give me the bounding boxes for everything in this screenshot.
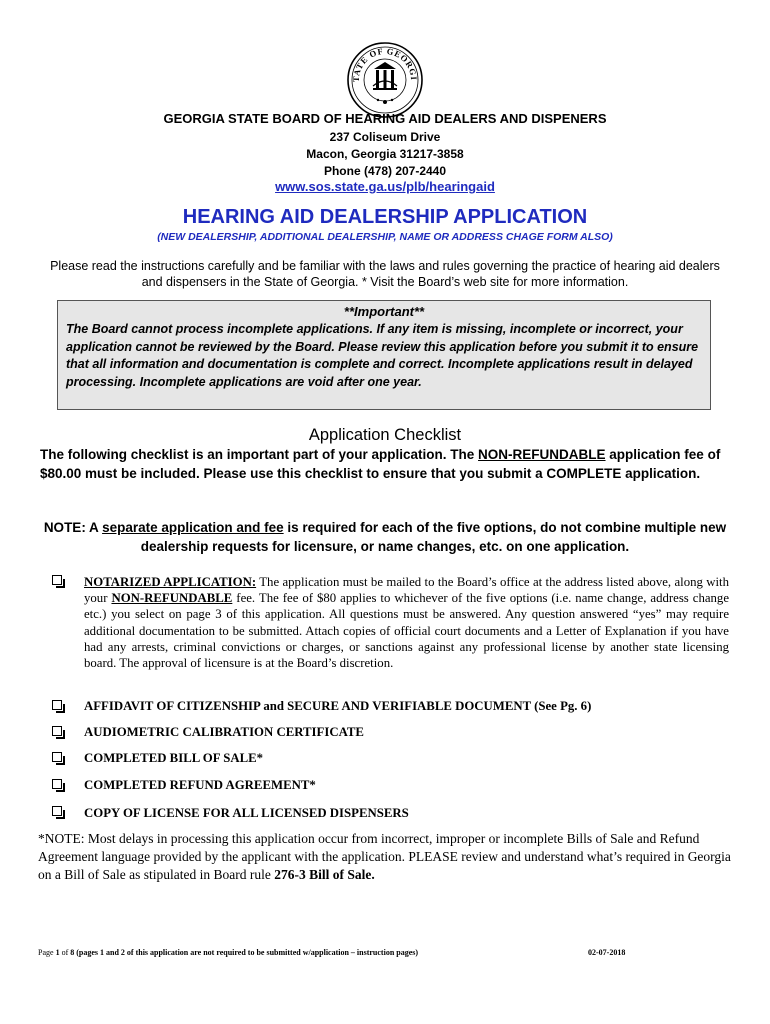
note-end: is required for each of the five options, do not combine multiple new dealership requests for licensure, or name changes, etc. on one application.	[140, 520, 727, 554]
checklist-item-notarized-application	[84, 574, 729, 671]
checkbox-calibration-certificate[interactable]	[52, 726, 62, 736]
board-name: GEORGIA STATE BOARD OF HEARING AID DEALERS AND DISPENERS	[163, 111, 607, 126]
address-line-2: Macon, Georgia 31217-3858	[306, 147, 464, 161]
website-link-row	[0, 179, 770, 194]
footer-page-number: 1	[55, 948, 60, 957]
footnote-text: *NOTE: Most delays in processing this application occur from incorrect, improper or incomplete Bills of Sale and Refund Agreement language provided by the applicant with the application. PLEASE review and understand what’s required in Georgia on a Bill of Sale as stipulated in Board rule	[38, 831, 731, 882]
footer-page-note: (pages 1 and 2 of this application are not required to be submitted w/application – instruction pages)	[74, 948, 419, 957]
phone-number: Phone (478) 207-2440	[323, 164, 447, 178]
state-seal	[345, 40, 425, 120]
bill-of-sale-footnote	[38, 830, 738, 884]
checklist-title: Application Checklist	[308, 426, 462, 444]
separate-application-note	[38, 518, 732, 556]
page-footer	[38, 948, 418, 957]
checkbox-affidavit[interactable]	[52, 700, 62, 710]
checklist-intro-nonrefundable: NON-REFUNDABLE	[478, 447, 606, 462]
board-address	[0, 129, 770, 180]
page-title: HEARING AID DEALERSHIP APPLICATION	[182, 206, 588, 228]
website-link[interactable]: www.sos.state.ga.us/plb/hearingaid	[275, 179, 495, 194]
footer-date: 02-07-2018	[588, 948, 626, 957]
important-text: The Board cannot process incomplete applications. If any item is missing, incomplete or incorrect, your application cannot be reviewed by the Board. Please review this application before you submit it to ensure that all information and documentation is complete and correct. Incomplete applications result in delayed processing. Incomplete applications are void after one year.	[66, 322, 699, 389]
address-line-1: 237 Coliseum Drive	[329, 130, 441, 144]
notarized-application-label: NOTARIZED APPLICATION:	[84, 575, 257, 589]
notarized-application-nonrefundable: NON-REFUNDABLE	[111, 591, 233, 606]
checklist-item-refund-agreement: COMPLETED REFUND AGREEMENT*	[84, 778, 316, 792]
checklist-item-bill-of-sale: COMPLETED BILL OF SALE*	[84, 751, 264, 765]
checkbox-refund-agreement[interactable]	[52, 779, 62, 789]
notarized-application-text-end: fee. The fee of $80 applies to whichever of the five options (i.e. name change, address change etc.) you select on page 3 of this application. All questions must be answered. Any question answered “yes” may require additional documentation to be submitted. Attach copies of official court documents and a Letter of Explanation if you have had any arrests, criminal convictions or charges, or sanctions against any professional license by another state licensing board. The approval of licensure is at the Board’s discretion.	[84, 591, 730, 671]
checklist-intro-start: The following checklist is an important part of your application. The	[40, 447, 479, 462]
intro-text: Please read the instructions carefully and be familiar with the laws and rules governing the practice of hearing aid dealers and dispensers in the State of Georgia. * Visit the Board’s web site for more information.	[50, 259, 720, 289]
checkbox-license-copy[interactable]	[52, 806, 62, 816]
checkbox-bill-of-sale[interactable]	[52, 752, 62, 762]
footer-page-total: 8	[70, 948, 75, 957]
page-subtitle: (NEW DEALERSHIP, ADDITIONAL DEALERSHIP, NAME OR ADDRESS CHAGE FORM ALSO)	[157, 231, 613, 243]
checkbox-notarized-application[interactable]	[52, 575, 62, 585]
important-heading: **Important**	[343, 304, 425, 319]
checklist-intro	[40, 446, 740, 483]
checklist-intro-end: application fee of $80.00 must be included. Please use this checklist to ensure that you submit a COMPLETE application.	[40, 447, 721, 481]
svg-text:STATE OF GEORGIA: TATE OF GEORGI	[350, 45, 420, 83]
checklist-item-calibration-certificate: AUDIOMETRIC CALIBRATION CERTIFICATE	[84, 725, 364, 739]
notarized-application-text-start: The application must be mailed to the Board’s office at the address listed above, along with your	[84, 575, 729, 606]
footer-of-label: of	[59, 948, 71, 957]
important-box	[57, 300, 711, 410]
footer-page-label: Page	[38, 948, 56, 957]
footnote-rule: 276-3 Bill of Sale.	[274, 867, 375, 882]
state-seal-graphic	[345, 40, 425, 120]
checklist-item-license-copy: COPY OF LICENSE FOR ALL LICENSED DISPENSERS	[84, 806, 409, 820]
note-start: NOTE: A	[43, 520, 103, 535]
checklist-item-affidavit: AFFIDAVIT OF CITIZENSHIP and SECURE AND VERIFIABLE DOCUMENT (See Pg. 6)	[84, 699, 592, 713]
note-underlined: separate application and fee	[102, 520, 284, 535]
